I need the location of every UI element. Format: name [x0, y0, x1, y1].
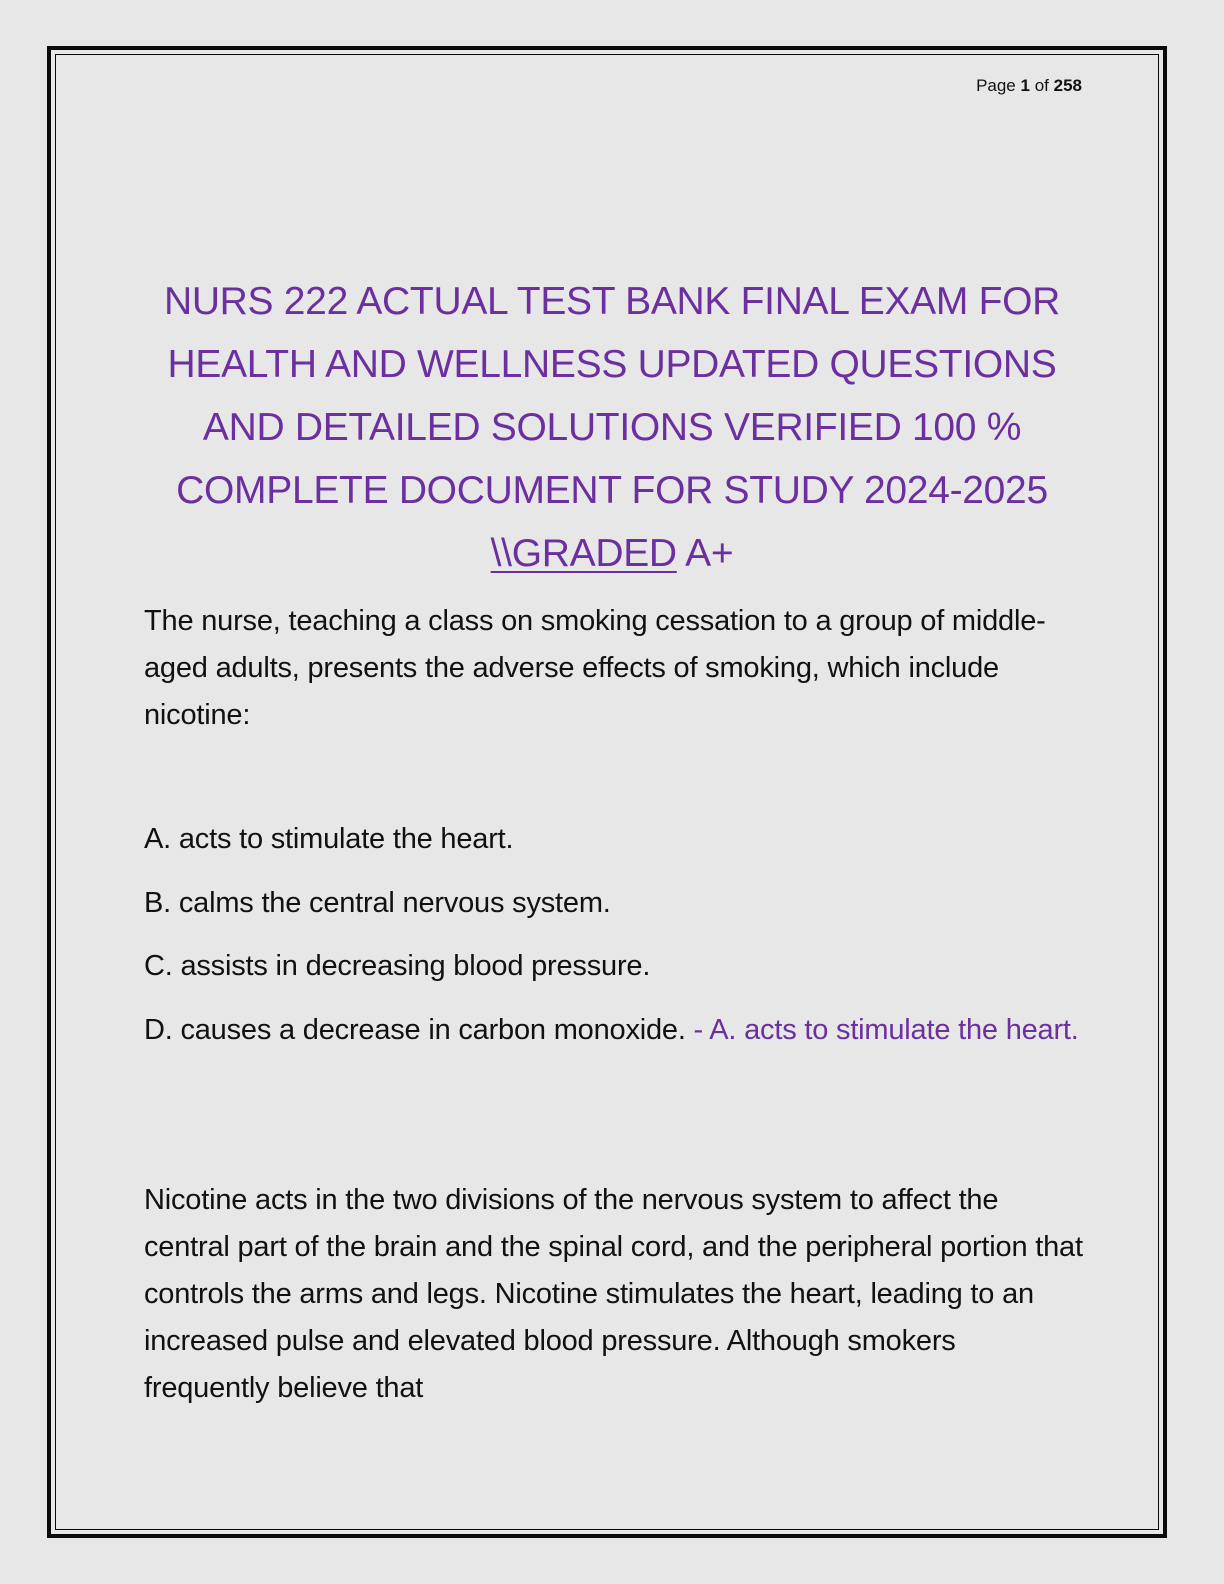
answer-explanation: Nicotine acts in the two divisions of the nervous system to affect the central part of the brain and the spinal cord, and the peripheral portion that controls the arms and legs. Nicotine stimulates the heart, leading to an increased pulse and elevated blood pressure. Although smokers frequently believe that [144, 1184, 1083, 1404]
option-c: C. assists in decreasing blood pressure. [144, 950, 651, 982]
page-current: 1 [1020, 76, 1030, 95]
page-label: Page [976, 76, 1016, 95]
title-graded-suffix: A+ [676, 532, 734, 575]
title-line-3: AND DETAILED SOLUTIONS VERIFIED 100 % [202, 406, 1022, 449]
page-total: 258 [1053, 76, 1082, 95]
title-line-5 [130, 522, 1094, 585]
question-stem: The nurse, teaching a class on smoking cessation to a group of middle-aged adults, presents the adverse effects of smoking, which include nicotine: [144, 605, 1046, 731]
title-line-1: NURS 222 ACTUAL TEST BANK FINAL EXAM FOR [163, 280, 1061, 323]
title-line-2: HEALTH AND WELLNESS UPDATED QUESTIONS [167, 343, 1057, 386]
option-d: D. causes a decrease in carbon monoxide. [144, 1014, 686, 1046]
title-graded-underlined: \\GRADED [490, 532, 677, 575]
correct-answer: - A. acts to stimulate the heart. [685, 1014, 1079, 1046]
option-d-with-answer [144, 1007, 1084, 1054]
page-of-label: of [1034, 76, 1049, 95]
option-b: B. calms the central nervous system. [144, 887, 611, 919]
title-line-4: COMPLETE DOCUMENT FOR STUDY 2024-2025 [176, 469, 1048, 512]
document-title [130, 270, 1094, 585]
option-a: A. acts to stimulate the heart. [144, 823, 514, 855]
page-number [976, 76, 1082, 96]
